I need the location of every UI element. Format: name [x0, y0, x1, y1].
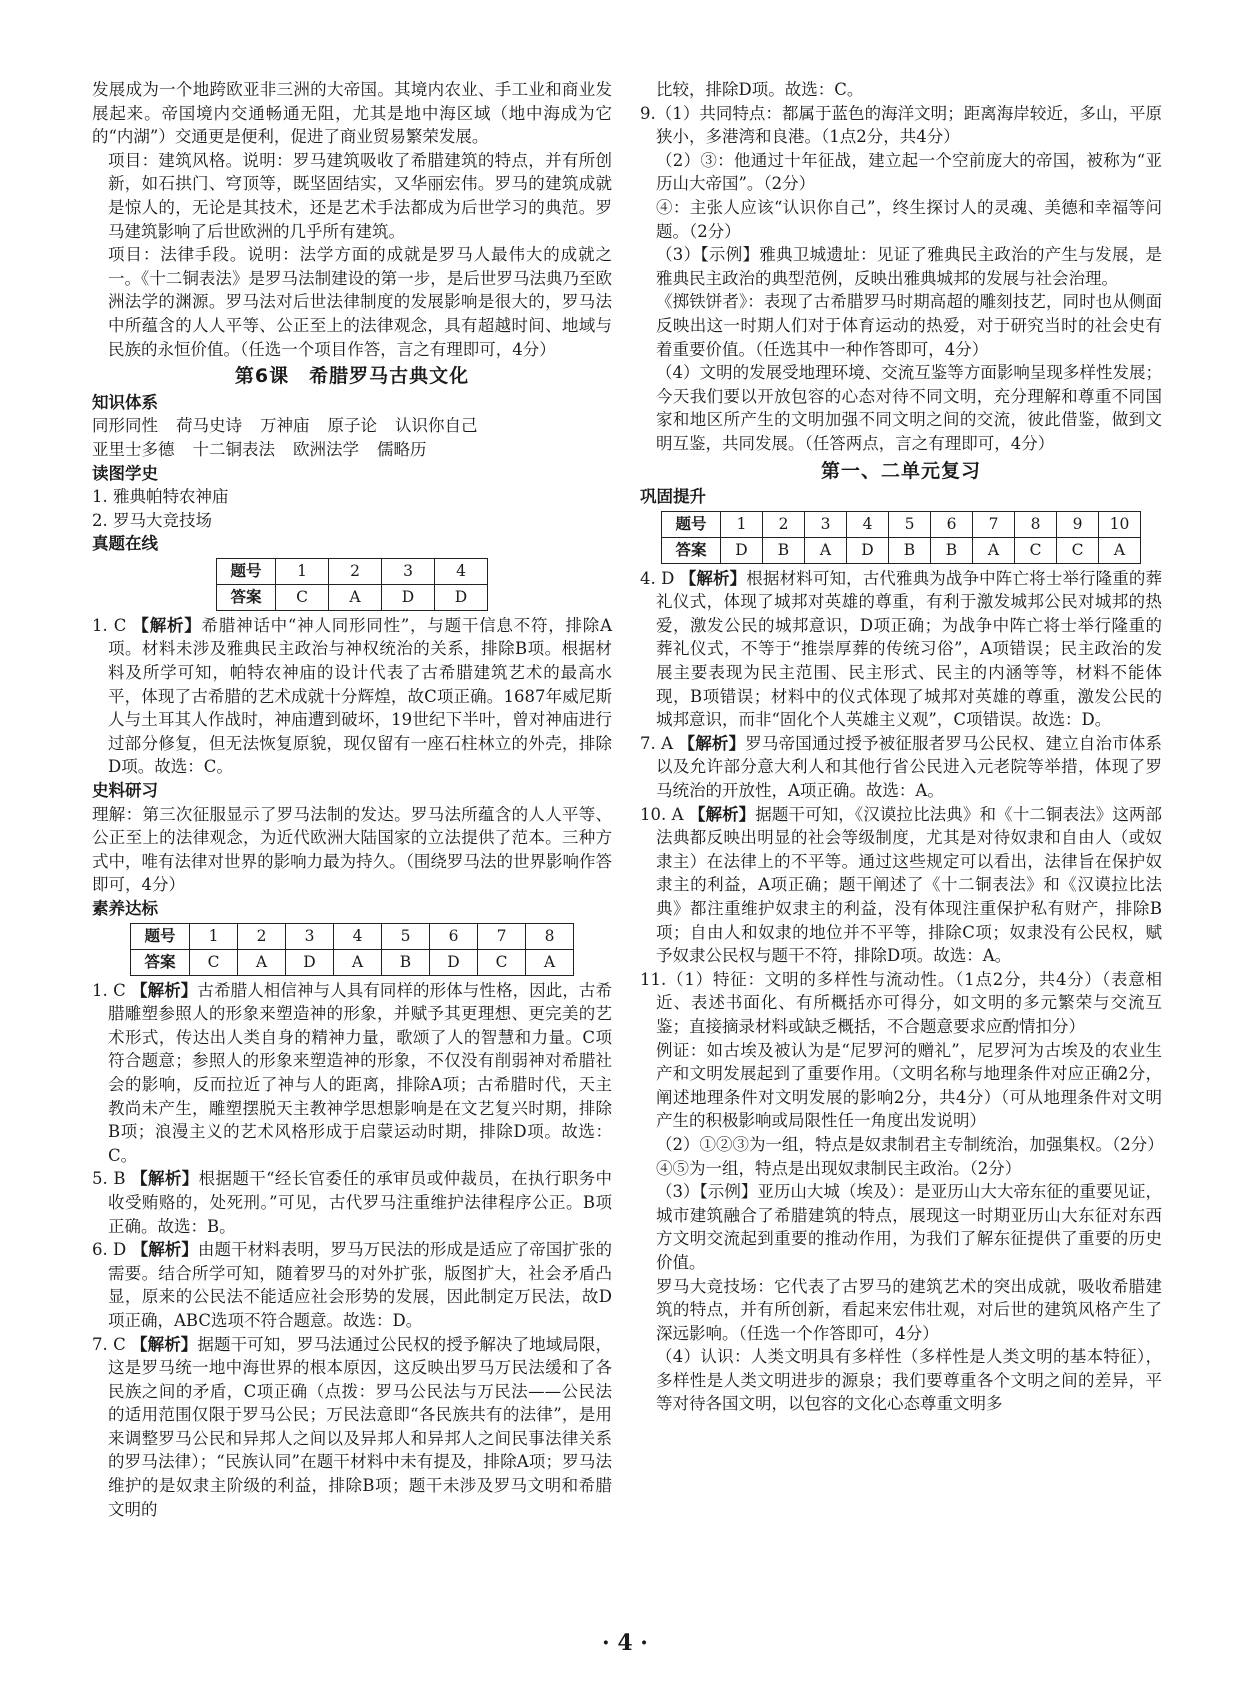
explanation-item — [92, 614, 612, 779]
table-row — [662, 537, 1141, 563]
knowledge-term: 认识你自己 — [395, 416, 478, 436]
table-cell: A — [526, 949, 574, 975]
table-cell: 5 — [889, 511, 931, 537]
knowledge-term: 荷马史诗 — [176, 416, 242, 436]
table-header: 答案 — [662, 537, 721, 563]
table-cell: 7 — [478, 923, 526, 949]
analysis-text: 希腊神话中“神人同形同性”，与题干信息不符，排除A项。材料未涉及雅典民主政治与神权统治的关系，排除B项。根据材料及所学可知，帕特农神庙的设计代表了古希腊建筑艺术的最高水平，体现了古希腊的艺术成就十分辉煌，故C项正确。1687年威尼斯人与土耳其人作战时，神庙遭到破坏，19世纪下半叶，曾对神庙进行过部分修复，但无法恢复原貌，现仅留有一座石柱林立的外壳，排除D项。故选：C。 — [108, 615, 612, 777]
table-row — [662, 511, 1141, 537]
answer-tag: 4. D — [640, 568, 675, 588]
table-row — [131, 923, 574, 949]
answer-paragraph: ④⑤为一组，特点是出现奴隶制民主政治。（2分） — [656, 1158, 1022, 1178]
table-cell: 1 — [721, 511, 763, 537]
knowledge-terms-line — [92, 414, 612, 438]
table-cell: D — [847, 537, 889, 563]
knowledge-term: 同形同性 — [92, 416, 158, 436]
knowledge-term: 亚里士多德 — [92, 439, 175, 459]
knowledge-term: 欧洲法学 — [293, 439, 359, 459]
table-cell: 2 — [329, 558, 382, 584]
intro-paragraph: 发展成为一个地跨欧亚非三洲的大帝国。其境内农业、手工业和商业发展起来。帝国境内交通畅通无阻，尤其是地中海区域（地中海成为它的“内湖”）交通更是便利，促进了商业贸易繁荣发展。 — [92, 80, 612, 147]
section-heading-study: 史料研习 — [92, 781, 158, 801]
table-cell: 4 — [334, 923, 382, 949]
knowledge-term: 万神庙 — [260, 416, 310, 436]
explanation-item — [640, 803, 1162, 968]
answer-paragraph: （4）文明的发展受地理环境、交流互鉴等方面影响呈现多样性发展；今天我们要以开放包容的心态对待不同文明，充分理解和尊重不同国家和地区所产生的文明加强不同文明之间的交流，彼此借鉴，做到文明互鉴，共同发展。（任答两点，言之有理即可，4分） — [656, 363, 1162, 453]
analysis-label: 【解析】 — [678, 733, 746, 753]
answer-paragraph: 例证：如古埃及被认为是“尼罗河的赠礼”，尼罗河为古埃及的农业生产和文明发展起到了重要作用。（文明名称与地理条件对应正确2分，阐述地理条件对文明发展的影响2分，共4分）（可从地理条件对文明产生的积极影响或局限性任一角度出发说明） — [656, 1040, 1162, 1131]
table-cell: 6 — [931, 511, 973, 537]
section-heading-quality: 素养达标 — [92, 899, 158, 918]
table-header: 题号 — [217, 558, 276, 584]
answer-paragraph: （3）【示例】雅典卫城遗址：见证了雅典民主政治的产生与发展，是雅典民主政治的典型范例，反映出雅典城邦的发展与社会治理。 — [656, 245, 1162, 288]
answer-paragraph: （4）认识：人类文明具有多样性（多样性是人类文明的基本特征），多样性是人类文明进步的源泉；我们要尊重各个文明之间的差异，平等对待各国文明，以包容的文化心态尊重文明多 — [656, 1347, 1162, 1414]
answer-paragraph: 9.（1）共同特点：都属于蓝色的海洋文明；距离海岸较近，多山，平原狭小，多港湾和良港。（1点2分，共4分） — [640, 103, 1162, 147]
answer-paragraph: ④：主张人应该“认识你自己”，终生探讨人的灵魂、美德和幸福等问题。（2分） — [656, 197, 1162, 241]
section-heading-read: 读图学史 — [92, 463, 158, 483]
table-cell: 3 — [805, 511, 847, 537]
table-cell: 2 — [238, 923, 286, 949]
table-row — [217, 558, 488, 584]
table-cell: D — [286, 949, 334, 975]
left-column — [92, 78, 612, 1521]
analysis-label: 【解析】 — [131, 980, 198, 1000]
answer-table-real — [216, 558, 488, 611]
continued-text: 比较，排除D项。故选：C。 — [656, 80, 864, 99]
table-cell: D — [435, 584, 488, 610]
explanation-item — [92, 1238, 612, 1332]
table-cell: 3 — [286, 923, 334, 949]
table-cell: 1 — [276, 558, 329, 584]
table-cell: 8 — [526, 923, 574, 949]
study-paragraph: 理解：第三次征服显示了罗马法制的发达。罗马法所蕴含的人人平等、公正至上的法律观念，为近代欧洲大陆国家的立法提供了范本。三种方式中，唯有法律对世界的影响力最为持久。（围绕罗马法的世界影响作答即可，4分） — [92, 804, 612, 895]
table-cell: 8 — [1015, 511, 1057, 537]
answer-tag: 1. C — [92, 615, 127, 635]
section-heading-consolidate: 巩固提升 — [640, 487, 706, 507]
table-header: 题号 — [662, 511, 721, 537]
answer-paragraph: （2）③：他通过十年征战，建立起一个空前庞大的帝国，被称为“亚历山大帝国”。（2分） — [656, 150, 1162, 194]
analysis-text: 据题干可知，罗马法通过公民权的授予解决了地域局限，这是罗马统一地中海世界的根本原因，这反映出罗马万民法缓和了各民族之间的矛盾，C项正确（点拨：罗马公民法与万民法——公民法的适用范围仅限于罗马公民；万民法意即“各民族共有的法律”，是用来调整罗马公民和异邦人之间以及异邦人和异邦人之间民事法律关系的罗马法律）；“民族认同”在题干材料中未有提及，排除A项；罗马法维护的是奴隶主阶级的利益，排除B项；题干未涉及罗马文明和希腊文明的 — [108, 1334, 613, 1519]
explanation-item — [640, 567, 1162, 732]
answer-paragraph: （3）【示例】亚历山大城（埃及）：是亚历山大大帝东征的重要见证，城市建筑融合了希腊建筑的特点，展现这一时期亚历山大东征对东西方文明交流起到重要的推动作用，为我们了解东征提供了重要的历史价值。 — [656, 1182, 1162, 1272]
table-cell: C — [190, 949, 238, 975]
table-cell: 5 — [382, 923, 430, 949]
analysis-label: 【解析】 — [131, 1169, 199, 1189]
intro-paragraph: 项目：建筑风格。说明：罗马建筑吸收了希腊建筑的特点，并有所创新，如石拱门、穹顶等，既坚固结实，又华丽宏伟。罗马的建筑成就是惊人的，无论是其技术，还是艺术手法都成为后世学习的典范。罗马建筑影响了后世欧洲的几乎所有建筑。 — [108, 150, 612, 241]
analysis-text: 根据题干“经长官委任的承审员或仲裁员，在执行职务中收受贿赂的，处死刑。”可见，古代罗马注重维护法律程序公正。B项正确。故选：B。 — [108, 1169, 613, 1236]
analysis-text: 根据材料可知，古代雅典为战争中阵亡将士举行隆重的葬礼仪式，体现了城邦对英雄的尊重，有利于激发城邦公民对城邦的热爱，激发公民的城邦意识，D项正确；为战争中阵亡将士举行隆重的葬礼仪式，不等于“推崇厚葬的传统习俗”，A项错误；民主政治的发展主要表现为民主范围、民主形式、民主的内涵等等，材料不能体现，B项错误；材料中的仪式体现了城邦对英雄的尊重，激发公民的城邦意识，而非“固化个人英雄主义观”，C项错误。故选：D。 — [656, 568, 1163, 730]
explanation-item — [92, 979, 612, 1168]
table-header: 题号 — [131, 923, 190, 949]
answer-tag: 7. C — [92, 1334, 126, 1354]
table-header: 答案 — [217, 584, 276, 610]
answer-tag: 6. D — [92, 1240, 127, 1260]
answer-tag: 5. B — [92, 1169, 126, 1189]
table-cell: 1 — [190, 923, 238, 949]
page-number: · 4 · — [602, 1630, 648, 1656]
table-cell: B — [382, 949, 430, 975]
analysis-text: 古希腊人相信神与人具有同样的形体与性格，因此，古希腊雕塑参照人的形象来塑造神的形象，并赋予其更理想、更完美的艺术形式，传达出人类自身的精神力量，歌颂了人的智慧和力量。C项符合题意；参照人的形象来塑造神的形象，不仅没有削弱神对希腊社会的影响，反而拉近了神与人的距离，排除A项；古希腊时代，天主教尚未产生，雕塑摆脱天主教神学思想影响是在文艺复兴时期，排除B项；浪漫主义的艺术风格形成于启蒙运动时期，排除D项。故选：C。 — [108, 980, 613, 1165]
analysis-label: 【解析】 — [132, 615, 202, 635]
table-cell: 4 — [847, 511, 889, 537]
analysis-text: 由题干材料表明，罗马万民法的形成是适应了帝国扩张的需要。结合所学可知，随着罗马的对外扩张，版图扩大，社会矛盾凸显，原来的公民法不能适应社会形势的发展，因此制定万民法，故D项正确，ABC选项不符合题意。故选：D。 — [108, 1240, 613, 1330]
table-cell: D — [721, 537, 763, 563]
answer-table-review — [661, 511, 1141, 564]
table-cell: A — [1099, 537, 1141, 563]
section-heading-knowledge: 知识体系 — [92, 392, 158, 412]
answer-paragraph: （2）①②③为一组，特点是奴隶制君主专制统治，加强集权。（2分） — [656, 1134, 1164, 1154]
table-cell: C — [1015, 537, 1057, 563]
table-cell: 3 — [382, 558, 435, 584]
read-item: 1. 雅典帕特农神庙 — [92, 487, 229, 507]
explanation-item — [92, 1333, 612, 1522]
table-cell: A — [973, 537, 1015, 563]
intro-paragraph: 项目：法律手段。说明：法学方面的成就是罗马人最伟大的成就之一。《十二铜表法》是罗马法制建设的第一步，是后世罗马法典乃至欧洲法学的渊源。罗马法对后世法律制度的发展影响是很大的，罗马法中所蕴含的人人平等、公正至上的法律观念，具有超越时间、地域与民族的永恒价值。（任选一个项目作答，言之有理即可，4分） — [108, 245, 612, 359]
table-cell: C — [478, 949, 526, 975]
table-cell: B — [931, 537, 973, 563]
lesson-title: 第6课 希腊罗马古典文化 — [234, 365, 470, 388]
table-cell: A — [334, 949, 382, 975]
answer-paragraph: 罗马大竞技场：它代表了古罗马的建筑艺术的突出成就，吸收希腊建筑的特点，并有所创新，看起来宏伟壮观，对后世的建筑风格产生了深远影响。（任选一个作答即可，4分） — [656, 1276, 1162, 1343]
analysis-label: 【解析】 — [688, 804, 756, 824]
table-cell: 7 — [973, 511, 1015, 537]
table-cell: 4 — [435, 558, 488, 584]
table-cell: C — [1057, 537, 1099, 563]
knowledge-term: 十二铜表法 — [192, 439, 275, 459]
answer-table-quality — [130, 923, 574, 976]
read-item: 2. 罗马大竞技场 — [92, 510, 212, 530]
answer-paragraph: 《掷铁饼者》：表现了古希腊罗马时期高超的雕刻技艺，同时也从侧面反映出这一时期人们对于体育运动的热爱，对于研究当时的社会史有着重要价值。（任选其中一种作答即可，4分） — [656, 292, 1162, 359]
table-cell: A — [329, 584, 382, 610]
knowledge-terms-line — [92, 438, 612, 462]
table-cell: D — [382, 584, 435, 610]
analysis-label: 【解析】 — [131, 1240, 198, 1260]
table-row — [131, 949, 574, 975]
analysis-label: 【解析】 — [679, 568, 747, 588]
table-cell: D — [430, 949, 478, 975]
knowledge-term: 原子论 — [327, 416, 377, 436]
explanation-item — [640, 732, 1162, 803]
table-cell: 2 — [763, 511, 805, 537]
table-cell: 6 — [430, 923, 478, 949]
answer-tag: 7. A — [640, 733, 674, 753]
table-cell: B — [889, 537, 931, 563]
table-cell: B — [763, 537, 805, 563]
table-header: 答案 — [131, 949, 190, 975]
table-cell: A — [805, 537, 847, 563]
right-column — [640, 78, 1162, 1416]
answer-tag: 10. A — [640, 804, 684, 824]
section-heading-real: 真题在线 — [92, 534, 158, 554]
analysis-label: 【解析】 — [131, 1334, 198, 1354]
table-cell: A — [238, 949, 286, 975]
answer-paragraph: 11.（1）特征：文明的多样性与流动性。（1点2分，共4分）（表意相近、表述书面化、有所概括亦可得分，如文明的多元繁荣与交流互鉴；直接摘录材料或缺乏概括，不合题意要求应酌情扣分） — [640, 969, 1162, 1036]
analysis-text: 据题干可知，《汉谟拉比法典》和《十二铜表法》这两部法典都反映出明显的社会等级制度，尤其是对待奴隶和自由人（或奴隶主）在法律上的不平等。通过这些规定可以看出，法律旨在保护奴隶主的利益，A项正确；题干阐述了《十二铜表法》和《汉谟拉比法典》都注重维护奴隶主的利益，没有体现注重保护私有财产，排除B项；自由人和奴隶的地位并不平等，排除C项；奴隶没有公民权，赋予奴隶公民权与题干不符，排除D项。故选：A。 — [656, 804, 1163, 966]
answer-tag: 1. C — [92, 980, 126, 1000]
table-cell: 9 — [1057, 511, 1099, 537]
table-cell: C — [276, 584, 329, 610]
explanation-item — [92, 1167, 612, 1238]
table-cell: 10 — [1099, 511, 1141, 537]
review-title: 第一、二单元复习 — [820, 459, 981, 482]
analysis-text: 罗马帝国通过授予被征服者罗马公民权、建立自治市体系以及允许部分意大利人和其他行省公民进入元老院等举措，体现了罗马统治的开放性，A项正确。故选：A。 — [656, 733, 1163, 801]
knowledge-term: 儒略历 — [377, 439, 427, 459]
table-row — [217, 584, 488, 610]
